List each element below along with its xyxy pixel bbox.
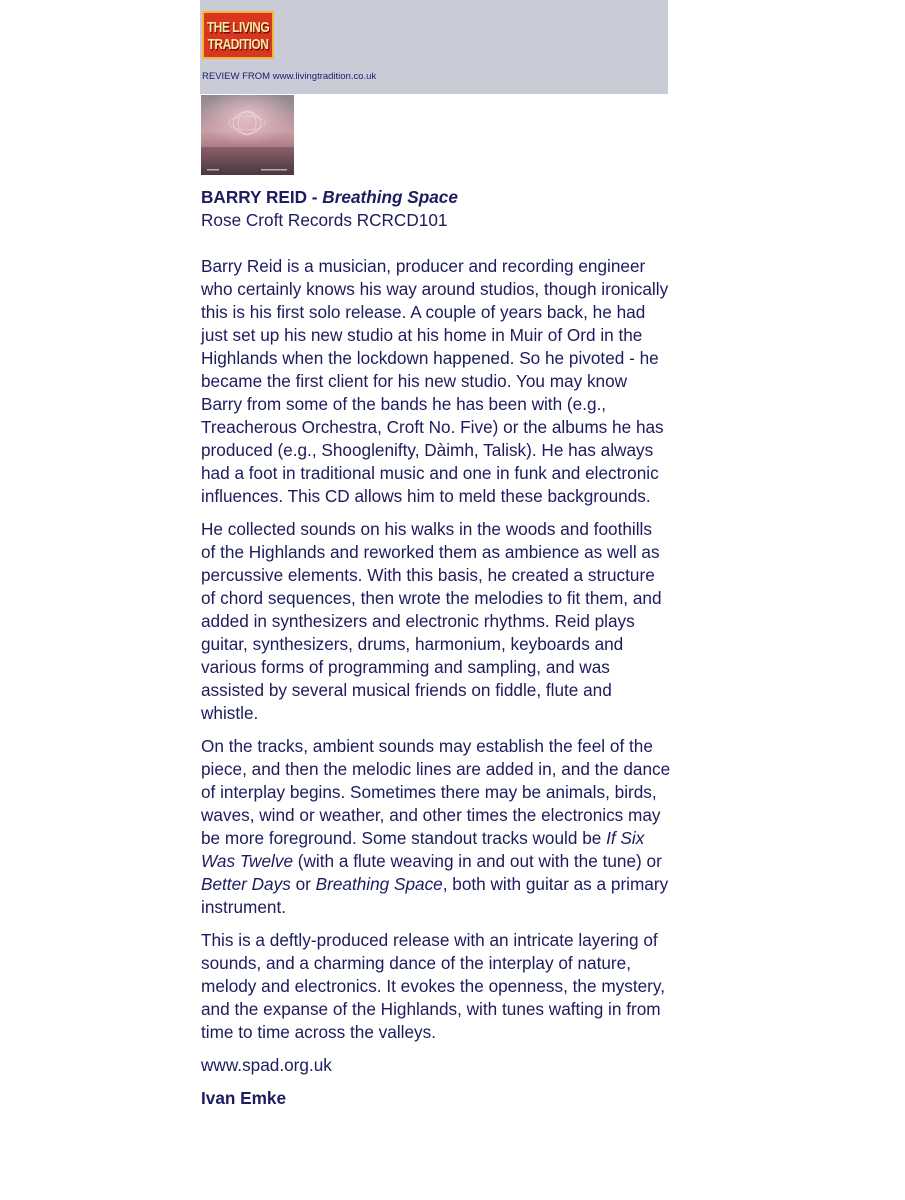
artist-name: BARRY REID [201, 187, 308, 207]
record-label: Rose Croft Records RCRCD101 [201, 210, 448, 230]
logo-line2: TRADITION [207, 34, 269, 53]
review-author: Ivan Emke [201, 1088, 287, 1108]
title-separator: - [307, 187, 323, 207]
track-better-days: Better Days [201, 874, 291, 894]
review-paragraph-2: He collected sounds on his walks in the woods and foothills of the Highlands and reworked them as ambience as well as percussive elements. With this basis, he created a structure of chord sequences, then wrote the melodies to fit them, and added in synthesizers and electronic rhythms. Reid plays guitar, synthesizers, drums, harmonium, keyboards and various forms of programming and sampling, and was assisted by several musical friends on fiddle, flute and whistle. [201, 519, 662, 723]
para3-text-4: , both with guitar as a primary instrument. [201, 874, 669, 917]
para3-text-3: or [290, 874, 316, 894]
artist-website-link[interactable]: www.spad.org.uk [201, 1055, 332, 1075]
review-title [201, 186, 671, 209]
living-tradition-logo[interactable] [202, 11, 274, 59]
header-banner [200, 0, 668, 94]
album-cover-image [201, 95, 294, 175]
track-if-six-was-twelve: If Six Was Twelve [201, 828, 645, 871]
review-content [201, 186, 671, 1110]
para3-text-1: On the tracks, ambient sounds may establish the feel of the piece, and then the melodic lines are added in, and the dance of interplay begins. Sometimes there may be animals, birds, waves, wind or weather, and other times the electronics may be more foreground. Some standout tracks would be [201, 736, 671, 848]
para3-text-2: (with a flute weaving in and out with the tune) or [293, 851, 662, 871]
review-paragraph-1: Barry Reid is a musician, producer and recording engineer who certainly knows his way around studios, though ironically this is his first solo release. A couple of years back, he had just set up his new studio at his home in Muir of Ord in the Highlands when the lockdown happened. So he pivoted - he became the first client for his new studio. You may know Barry from some of the bands he has been with (e.g., Treacherous Orchestra, Croft No. Five) or the albums he has produced (e.g., Shooglenifty, Dàimh, Talisk). He has always had a foot in traditional music and one in funk and electronic influences. This CD allows him to meld these backgrounds. [201, 256, 669, 506]
review-from-text: REVIEW FROM www.livingtradition.co.uk [202, 71, 377, 82]
review-paragraph-4: This is a deftly-produced release with an intricate layering of sounds, and a charming dance of the interplay of nature, melody and electronics. It evokes the openness, the mystery, and the expanse of the Highlands, with tunes wafting in from time to time across the valleys. [201, 930, 665, 1042]
track-breathing-space: Breathing Space [315, 874, 443, 894]
review-paragraph-3 [201, 735, 671, 919]
album-title: Breathing Space [322, 187, 458, 207]
logo-line1: THE LIVING [206, 17, 270, 36]
